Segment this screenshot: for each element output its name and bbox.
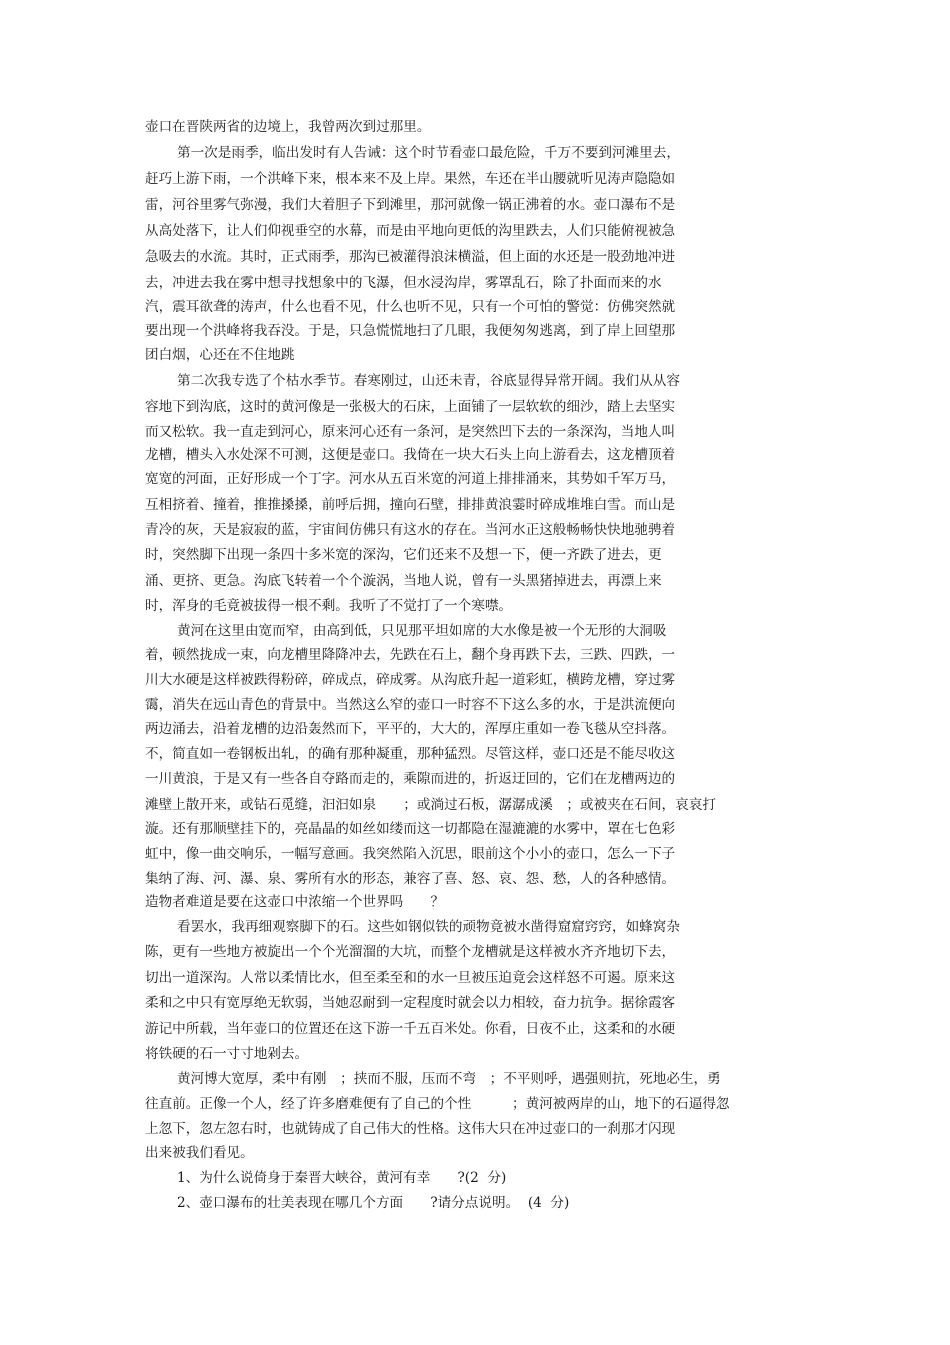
text-line: 不，简直如一卷钢板出轧，的确有那种凝重，那种猛烈。尽管这样，壶口还是不能尽收这 <box>145 746 676 762</box>
text-line: 漩。还有那顺壁挂下的，亮晶晶的如丝如缕而这一切都隐在湿漉漉的水雾中，罩在七色彩 <box>145 821 676 837</box>
text-line: 游记中所载，当年壶口的位置还在这下游一千五百米处。你看，日夜不止，这柔和的水硬 <box>145 1021 676 1037</box>
text-line: 去，冲进去我在雾中想寻找想象中的飞瀑，但水浸沟岸，雾罩乱石，除了扑面而来的水 <box>145 275 662 291</box>
text-line: 陈，更有一些地方被旋出一个个光溜溜的大坑，而整个龙槽就是这样被水齐齐地切下去， <box>145 944 676 960</box>
text-line: 柔和之中只有宽厚绝无软弱，当她忍耐到一定程度时就会以力相较，奋力抗争。据徐霞客 <box>145 995 676 1011</box>
text-line: 霭，消失在远山青色的背景中。当然这么窄的壶口一时容不下这么多的水，于是洪流便向 <box>145 697 676 713</box>
text-line: 龙槽，槽头入水处深不可测，这便是壶口。我倚在一块大石头上向上游看去，这龙槽顶着 <box>145 447 676 463</box>
question-2: 2、壶口瀑布的壮美表现在哪几个方面 ?请分点说明。 (4 分) <box>177 1195 570 1211</box>
text-line: 出来被我们看见。 <box>145 1145 254 1161</box>
text-line: 将铁硬的石一寸寸地剁去。 <box>145 1046 309 1062</box>
question-1: 1、为什么说倚身于秦晋大峡谷，黄河有幸 ?(2 分) <box>177 1170 507 1186</box>
text-line: 造物者难道是要在这壶口中浓缩一个世界吗 ？ <box>145 894 445 910</box>
text-line: 而又松软。我一直走到河心，原来河心还有一条河，是突然凹下去的一条深沟，当地人叫 <box>145 424 676 440</box>
text-line: 滩壁上散开来，或钻石觅缝，汩汩如泉 ；或淌过石板，潺潺成溪 ；或被夹在石间，哀哀打 <box>145 797 716 813</box>
text-line: 往直前。正像一个人，经了许多磨难便有了自己的个性 ；黄河被两岸的山，地下的石逼得忽 <box>145 1096 730 1112</box>
text-line: 青冷的灰，天是寂寂的蓝，宇宙间仿佛只有这水的存在。当河水正这般畅畅快快地驰骋着 <box>145 522 676 538</box>
text-line: 互相挤着、撞着，推推搡搡，前呼后拥，撞向石壁，排排黄浪霎时碎成堆堆白雪。而山是 <box>145 497 676 513</box>
paragraph-start: 第一次是雨季，临出发时有人告诫：这个时节看壶口最危险，千万不要到河滩里去， <box>177 145 680 161</box>
text-line: 团白烟，心还在不住地跳 <box>145 347 295 363</box>
text-line: 容地下到沟底，这时的黄河像是一张极大的石床，上面铺了一层软软的细沙，踏上去坚实 <box>145 399 676 415</box>
text-line: 汽，震耳欲聋的涛声，什么也看不见，什么也听不见，只有一个可怕的警觉：仿佛突然就 <box>145 299 676 315</box>
text-line: 急吸去的水流。其时，正式雨季，那沟已被灌得浪沫横溢，但上面的水还是一股劲地冲进 <box>145 249 676 265</box>
text-line: 切出一道深沟。人常以柔情比水，但至柔至和的水一旦被压迫竟会这样怒不可遏。原来这 <box>145 970 676 986</box>
text-line: 壶口在晋陕两省的边境上，我曾两次到过那里。 <box>145 119 431 135</box>
text-line: 要出现一个洪峰将我吞没。于是，只急慌慌地扫了几眼，我便匆匆逃离，到了岸上回望那 <box>145 323 676 339</box>
paragraph-start: 看罢水，我再细观察脚下的石。这些如钢似铁的顽物竟被水凿得窟窟窍窍，如蜂窝杂 <box>177 919 680 935</box>
paragraph-start: 黄河博大宽厚，柔中有刚 ；挟而不服，压而不弯 ；不平则呼，遇强则抗，死地必生，勇 <box>177 1071 721 1087</box>
text-line: 时，突然脚下出现一条四十多米宽的深沟，它们还来不及想一下，便一齐跌了进去，更 <box>145 547 662 563</box>
text-line: 时，浑身的毛竟被拔得一根不剩。我听了不觉打了一个寒噤。 <box>145 598 513 614</box>
paragraph-start: 第二次我专选了个枯水季节。春寒刚过，山还未青，谷底显得异常开阔。我们从从容 <box>177 373 680 389</box>
text-line: 宽宽的河面，正好形成一个丁字。河水从五百米宽的河道上排排涌来，其势如千军万马， <box>145 471 676 487</box>
text-line: 着，顿然拢成一束，向龙槽里降降冲去，先跌在石上，翻个身再跌下去，三跌、四跌，一 <box>145 647 676 663</box>
text-line: 一川黄浪，于是又有一些各自夺路而走的，乘隙而进的，折返迂回的，它们在龙槽两边的 <box>145 771 676 787</box>
text-line: 上忽下，忽左忽右时，也就铸成了自己伟大的性格。这伟大只在冲过壶口的一刹那才闪现 <box>145 1121 676 1137</box>
text-line: 川大水硬是这样被跌得粉碎，碎成点，碎成雾。从沟底升起一道彩虹，横跨龙槽，穿过雾 <box>145 672 676 688</box>
text-line: 集纳了海、河、瀑、泉、雾所有水的形态，兼容了喜、怒、哀、怨、愁，人的各种感情。 <box>145 871 676 887</box>
text-line: 两边涌去，沿着龙槽的边沿轰然而下，平平的，大大的，浑厚庄重如一卷飞毯从空抖落。 <box>145 721 676 737</box>
paragraph-start: 黄河在这里由宽而窄，由高到低，只见那平坦如席的大水像是被一个无形的大洞吸 <box>177 623 667 639</box>
text-line: 赶巧上游下雨，一个洪峰下来，根本来不及上岸。果然，车还在半山腰就听见涛声隐隐如 <box>145 171 676 187</box>
text-line: 涌、更挤、更急。沟底飞转着一个个漩涡，当地人说，曾有一头黑猪掉进去，再漂上来 <box>145 573 662 589</box>
text-line: 从高处落下，让人们仰视垂空的水幕，而是由平地向更低的沟里跌去，人们只能俯视被急 <box>145 223 676 239</box>
text-line: 虹中，像一曲交响乐，一幅写意画。我突然陷入沉思，眼前这个小小的壶口，怎么一下子 <box>145 846 676 862</box>
text-line: 雷，河谷里雾气弥漫，我们大着胆子下到滩里，那河就像一锅正沸着的水。壶口瀑布不是 <box>145 197 676 213</box>
